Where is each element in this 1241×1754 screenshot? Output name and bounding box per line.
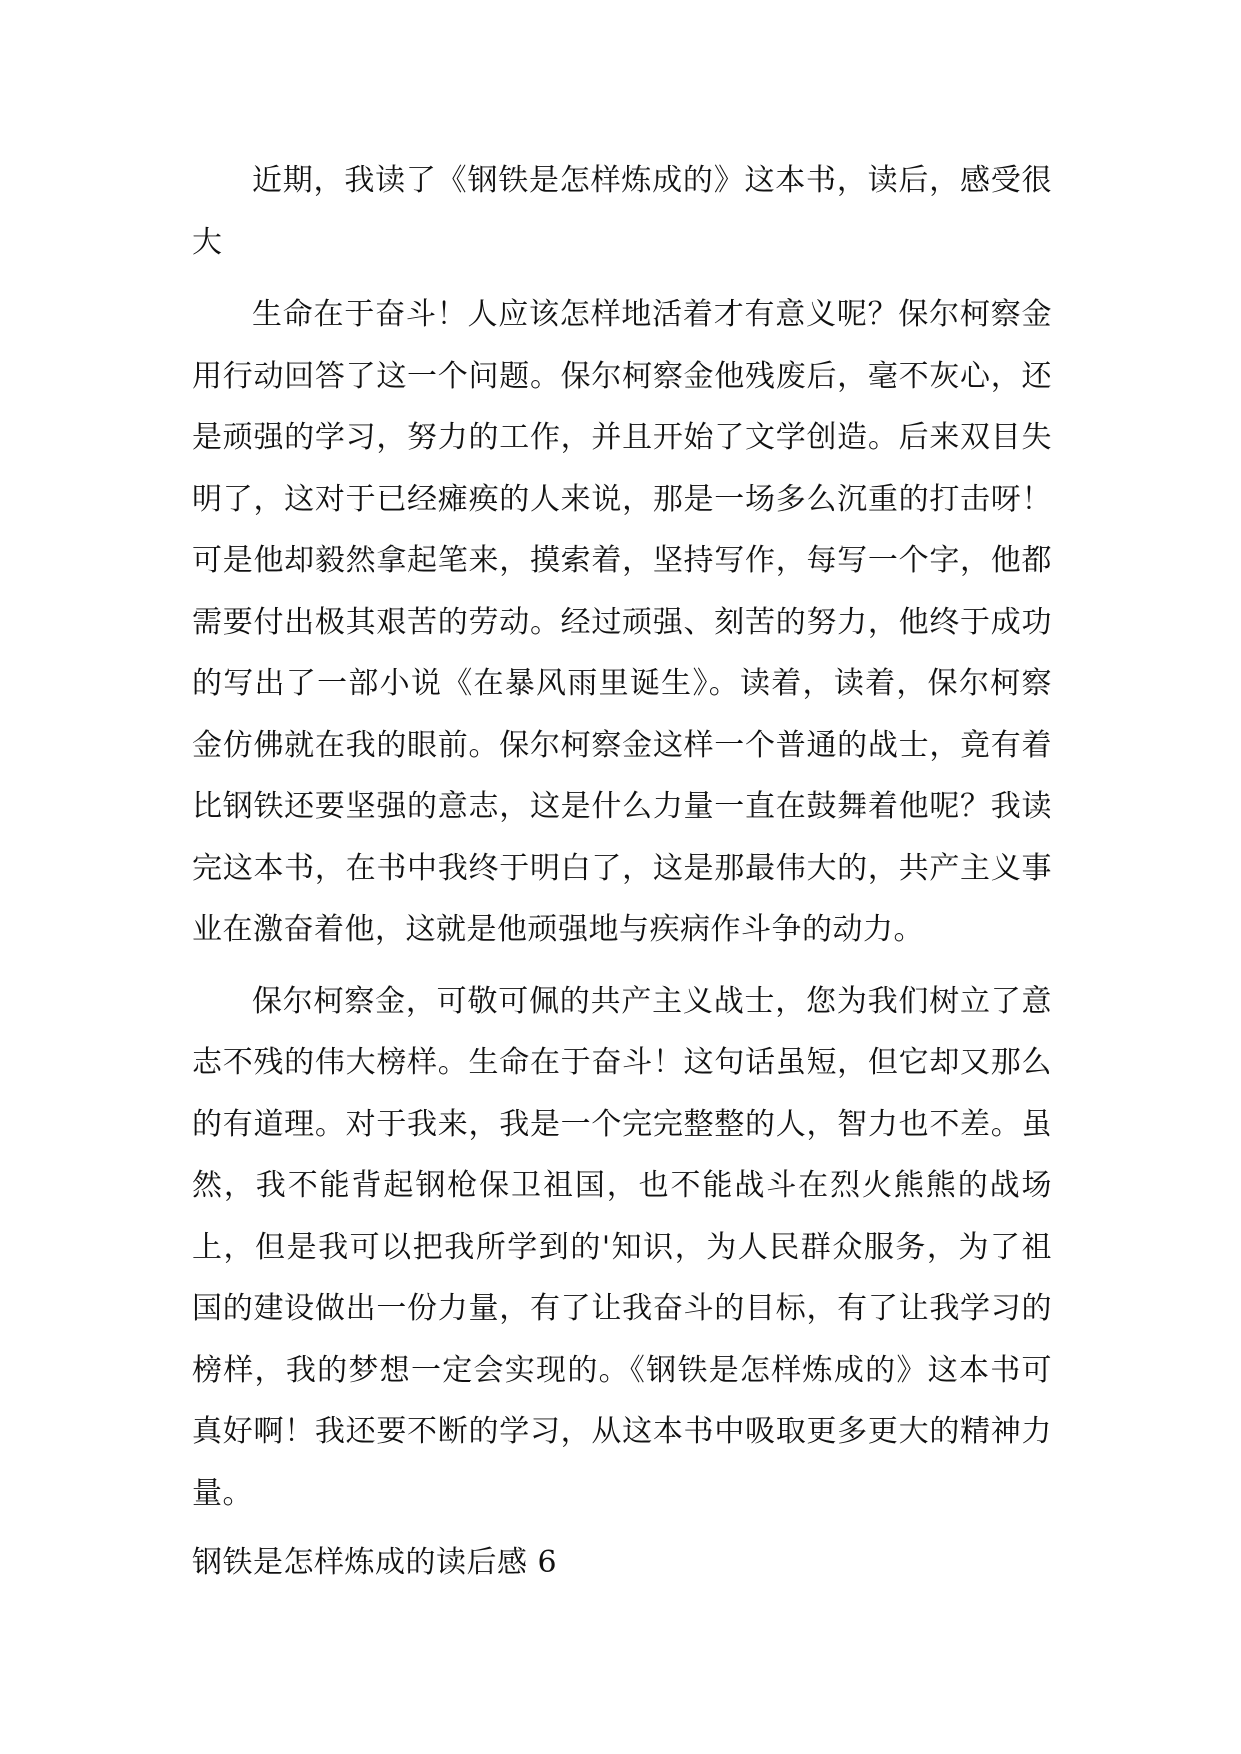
section-heading: 钢铁是怎样炼成的读后感 6: [192, 1545, 558, 1580]
document-body: [192, 150, 1052, 1592]
paragraph-reflection: 保尔柯察金，可敬可佩的共产主义战士，您为我们树立了意志不残的伟大榜样。生命在于奋斗！这句话虽短，但它却又那么的有道理。对于我来，我是一个完完整整的人，智力也不差。虽然，我不能背起钢枪保卫祖国，也不能战斗在烈火熊熊的战场上，但是我可以把我所学到的'知识，为人民群众服务，为了祖国的建设做出一份力量，有了让我奋斗的目标，有了让我学习的榜样，我的梦想一定会实现的。《钢铁是怎样炼成的》这本书可真好啊！我还要不断的学习，从这本书中吸取更多更大的精神力量。: [192, 983, 1052, 1511]
paragraph-struggle: 生命在于奋斗！人应该怎样地活着才有意义呢？保尔柯察金用行动回答了这一个问题。保尔柯察金他残废后，毫不灰心，还是顽强的学习，努力的工作，并且开始了文学创造。后来双目失明了，这对于已经瘫痪的人来说，那是一场多么沉重的打击呀！可是他却毅然拿起笔来，摸索着，坚持写作，每写一个字，他都需要付出极其艰苦的劳动。经过顽强、刻苦的努力，他终于成功的写出了一部小说《在暴风雨里诞生》。读着，读着，保尔柯察金仿佛就在我的眼前。保尔柯察金这样一个普通的战士，竟有着比钢铁还要坚强的意志，这是什么力量一直在鼓舞着他呢？我读完这本书，在书中我终于明白了，这是那最伟大的，共产主义事业在激奋着他，这就是他顽强地与疾病作斗争的动力。: [192, 297, 1052, 947]
paragraph-intro: 近期，我读了《钢铁是怎样炼成的》这本书，读后，感受很大: [192, 163, 1052, 260]
